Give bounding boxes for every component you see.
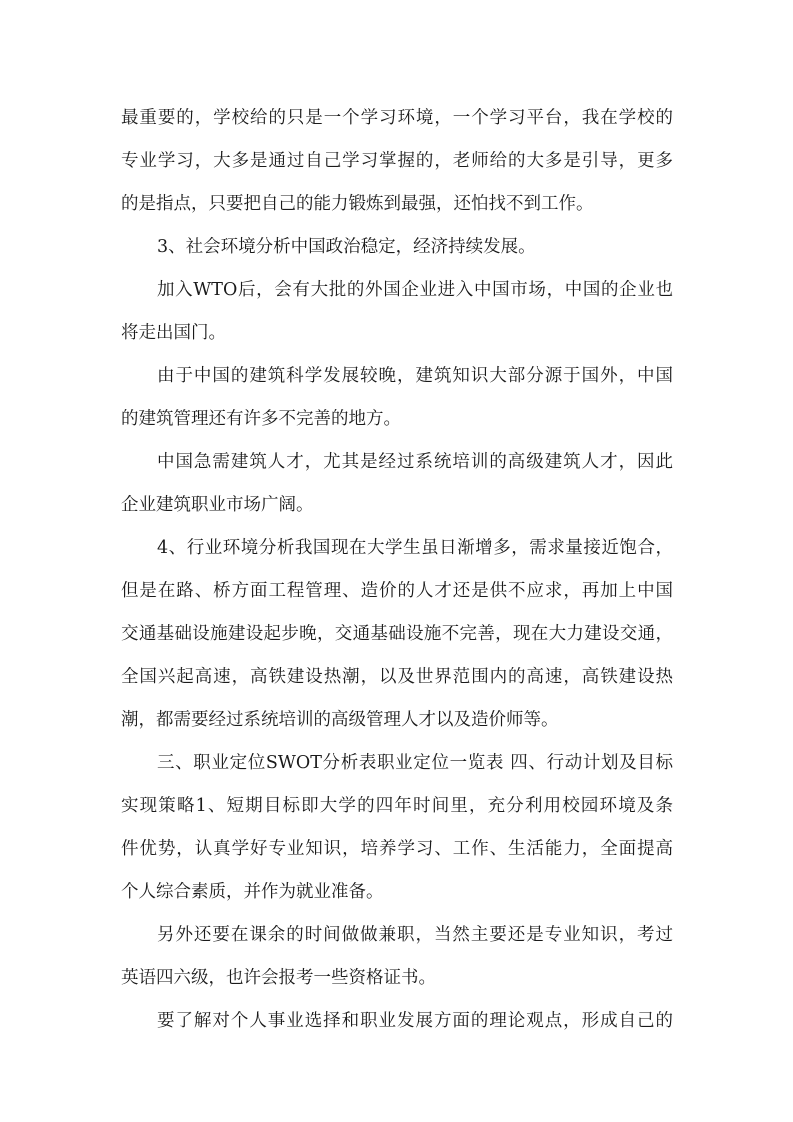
text-line: 但是在路、桥方面工程管理、造价的人才还是供不应求，再加上中国 xyxy=(121,581,673,601)
text-line: 4、行业环境分析我国现在大学生虽日渐增多，需求量接近饱合， xyxy=(157,538,673,558)
text-line: 中国急需建筑人才，尤其是经过系统培训的高级建筑人才，因此 xyxy=(157,452,673,472)
text-line: 另外还要在课余的时间做做兼职，当然主要还是专业知识，考过 xyxy=(157,925,673,945)
text-line: 加入WTO后，会有大批的外国企业进入中国市场，中国的企业也 xyxy=(157,280,673,300)
text-line: 企业建筑职业市场广阔。 xyxy=(121,495,314,515)
text-line: 实现策略1、短期目标即大学的四年时间里，充分利用校园环境及条 xyxy=(121,796,673,816)
text-line: 英语四六级，也许会报考一些资格证书。 xyxy=(121,968,436,988)
text-line: 由于中国的建筑科学发展较晚，建筑知识大部分源于国外，中国 xyxy=(157,366,673,386)
text-line: 3、社会环境分析中国政治稳定，经济持续发展。 xyxy=(157,237,536,257)
text-line: 件优势，认真学好专业知识，培养学习、工作、生活能力，全面提高 xyxy=(121,839,673,859)
text-line: 专业学习，大多是通过自己学习掌握的，老师给的大多是引导，更多 xyxy=(121,151,673,171)
text-line: 全国兴起高速，高铁建设热潮，以及世界范围内的高速，高铁建设热 xyxy=(121,667,673,687)
text-line: 三、职业定位SWOT分析表职业定位一览表 四、行动计划及目标 xyxy=(157,753,673,773)
text-line: 将走出国门。 xyxy=(121,323,226,343)
text-line: 交通基础设施建设起步晚，交通基础设施不完善，现在大力建设交通， xyxy=(121,624,673,644)
text-line: 个人综合素质，并作为就业准备。 xyxy=(121,882,384,902)
text-line: 潮，都需要经过系统培训的高级管理人才以及造价师等。 xyxy=(121,710,559,730)
text-line: 的是指点，只要把自己的能力锻炼到最强，还怕找不到工作。 xyxy=(121,194,594,214)
text-line: 要了解对个人事业选择和职业发展方面的理论观点，形成自己的 xyxy=(157,1011,673,1031)
text-line: 最重要的，学校给的只是一个学习环境，一个学习平台，我在学校的 xyxy=(121,108,673,128)
text-line: 的建筑管理还有许多不完善的地方。 xyxy=(121,409,401,429)
